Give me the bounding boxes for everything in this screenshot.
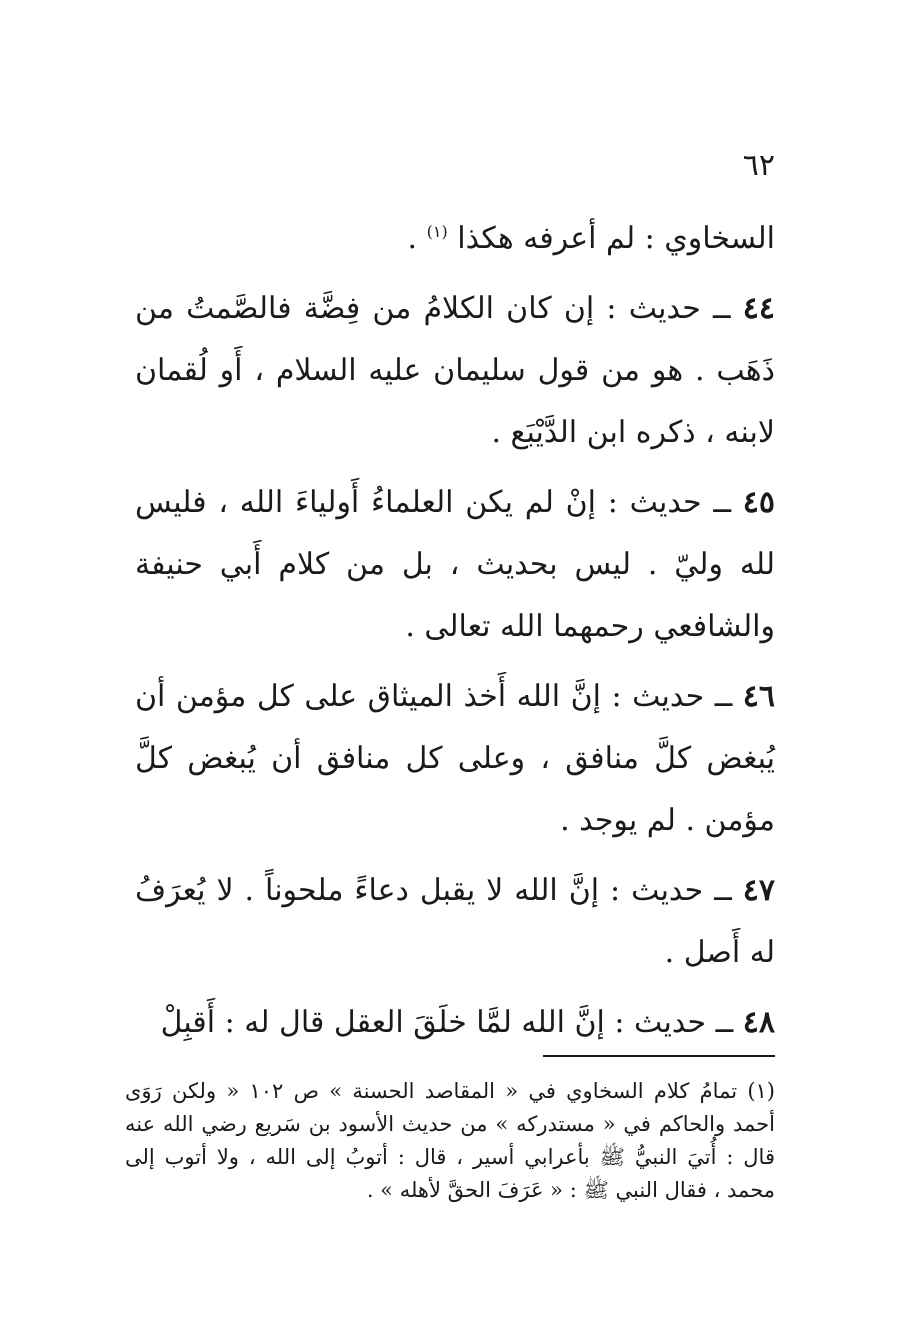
paragraph-end: .	[407, 221, 427, 256]
hadith-entry-47	[135, 860, 775, 984]
entry-text: ــ حديث : إنَّ الله لمَّا خلَقَ العقل قال له : أَقبِلْ	[160, 1005, 743, 1040]
entry-text: ــ حديث : إن كان الكلامُ من فِضَّة فالصَّمتُ من ذَهَب . هو من قول سليمان عليه السلام ، أَو لُقمان لابنه ، ذكره ابن الدَّيْبَع .	[135, 291, 775, 450]
entry-number: ٤٤	[742, 291, 775, 326]
footnote-divider	[543, 1055, 775, 1057]
entry-number: ٤٥	[742, 485, 775, 520]
footnote-1: (١) تمامُ كلام السخاوي في « المقاصد الحسنة » ص ١٠٢ « ولكن رَوَى أحمد والحاكم في « مستدركه » من حديث الأسود بن سَريع رضي الله عنه قال : أُتيَ النبيُّ ﷺ بأعرابي أسير ، قال : أتوبُ إلى الله ، ولا أتوب إلى محمد ، فقال النبي ﷺ : « عَرَفَ الحقَّ لأهله » .	[125, 1079, 775, 1202]
entry-text: ــ حديث : إنْ لم يكن العلماءُ أَولياءَ الله ، فليس لله وليّ . ليس بحديث ، بل من كلام أَبي حنيفة والشافعي رحمهما الله تعالى .	[135, 485, 775, 644]
entry-text: ــ حديث : إنَّ الله أَخذ الميثاق على كل مؤمن أن يُبغض كلَّ منافق ، وعلى كل منافق أن يُبغض كلَّ مؤمن . لم يوجد .	[135, 679, 775, 838]
entry-number: ٤٨	[742, 1005, 775, 1040]
hadith-entry-48	[135, 992, 775, 1054]
footnotes	[125, 1075, 775, 1207]
paragraph-intro	[135, 208, 775, 270]
main-text	[135, 208, 775, 1062]
page-number: ٦٢	[742, 148, 775, 183]
entry-text: ــ حديث : إنَّ الله لا يقبل دعاءً ملحوناً . لا يُعرَفُ له أَصل .	[135, 873, 775, 970]
footnote-marker[interactable]: (١)	[426, 222, 448, 241]
hadith-entry-45	[135, 472, 775, 658]
paragraph-text: السخاوي : لم أعرفه هكذا	[457, 221, 775, 256]
hadith-entry-44	[135, 278, 775, 464]
entry-number: ٤٧	[742, 873, 775, 908]
entry-number: ٤٦	[742, 679, 776, 714]
hadith-entry-46	[135, 666, 775, 852]
